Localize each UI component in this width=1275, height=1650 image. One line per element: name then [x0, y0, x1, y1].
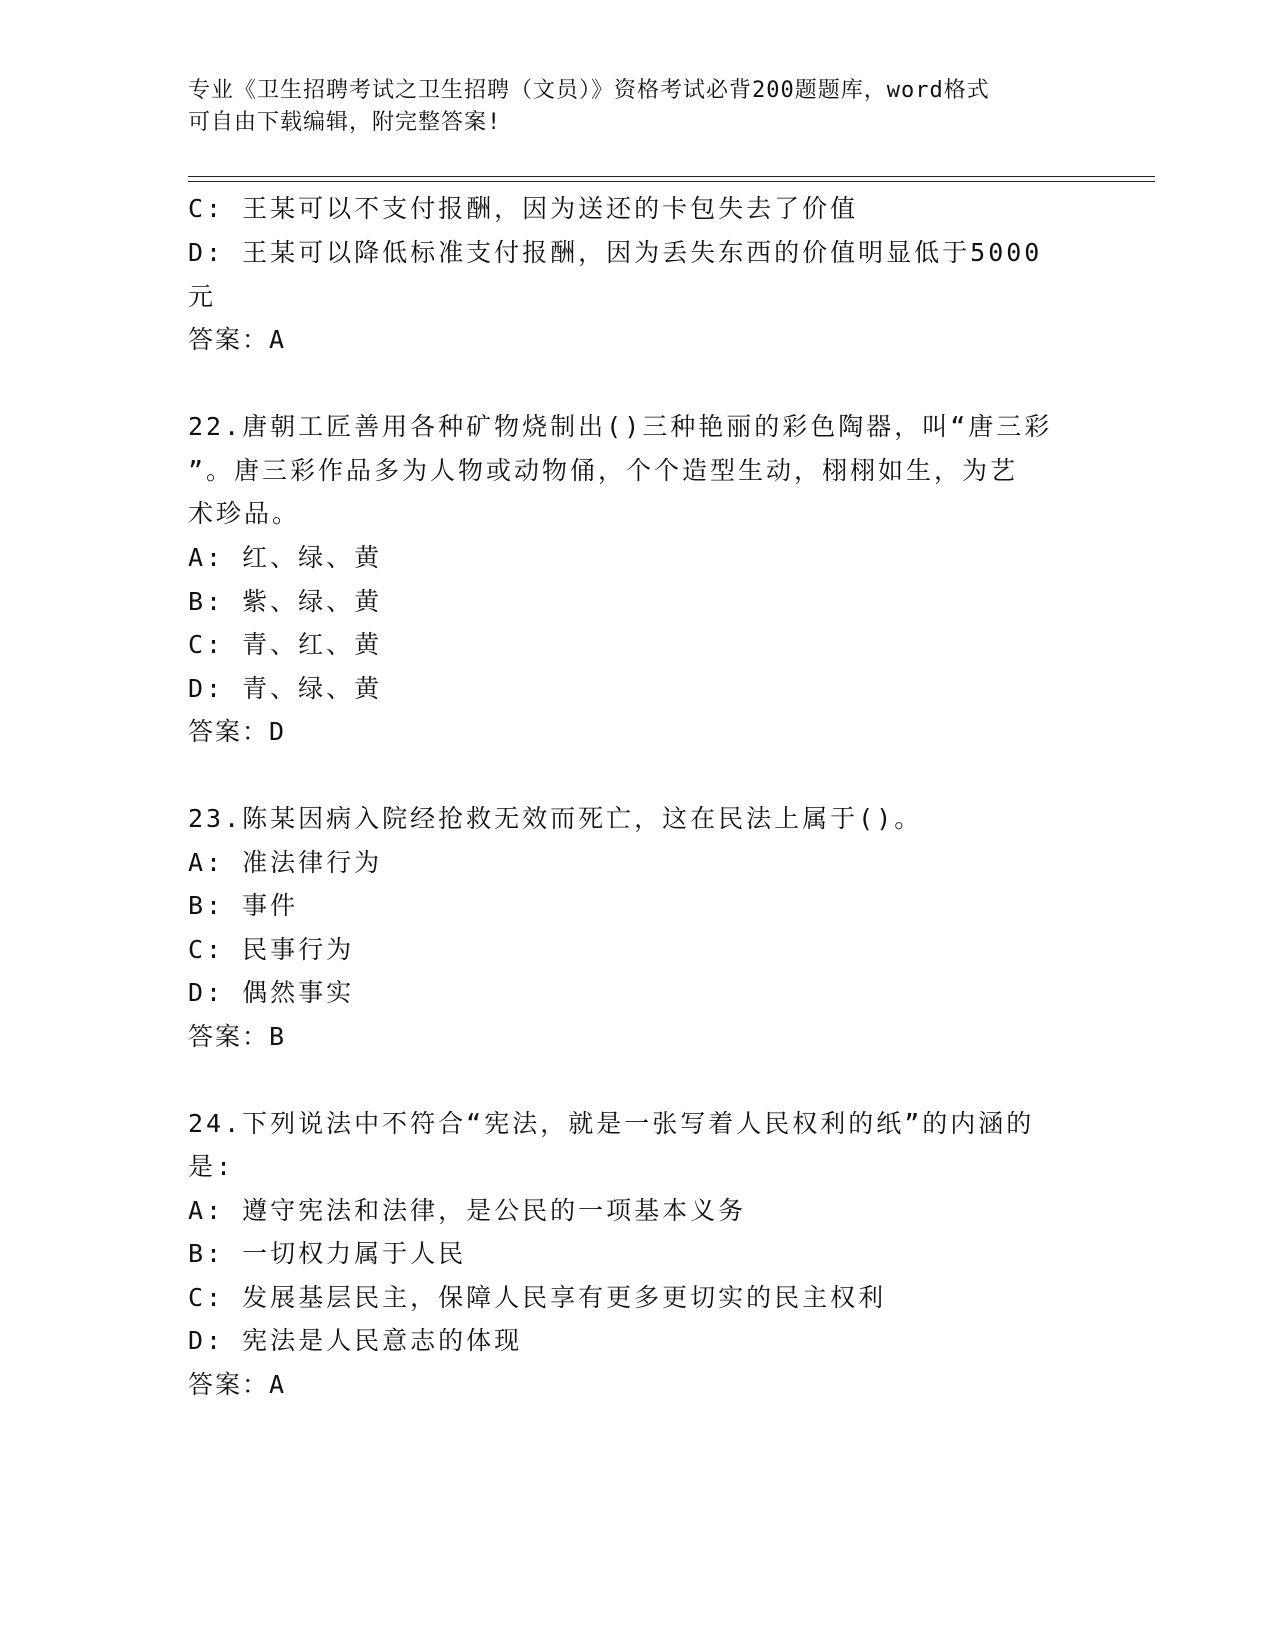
- q23-stem: 23.陈某因病入院经抢救无效而死亡，这在民法上属于()。: [188, 804, 923, 833]
- q22-stem-line2: ”。唐三彩作品多为人物或动物俑，个个造型生动，栩栩如生，为艺: [188, 456, 1019, 485]
- header-divider-bottom: [188, 181, 1155, 182]
- q23-option-c: C: 民事行为: [188, 935, 355, 964]
- q22-stem-line3: 术珍品。: [188, 499, 301, 528]
- q22-stem-line1: 22.唐朝工匠善用各种矿物烧制出()三种艳丽的彩色陶器，叫“唐三彩: [188, 412, 1053, 441]
- header-divider-top: [188, 176, 1155, 177]
- q23-answer: 答案：B: [188, 1022, 287, 1051]
- q21-option-c: C: 王某可以不支付报酬，因为送还的卡包失去了价值: [188, 194, 859, 223]
- q24-option-b: B: 一切权力属于人民: [188, 1239, 467, 1268]
- q21-answer: 答案：A: [188, 325, 287, 354]
- q22-answer: 答案：D: [188, 717, 287, 746]
- q24-option-c: C: 发展基层民主，保障人民享有更多更切实的民主权利: [188, 1283, 887, 1312]
- document-header: [188, 75, 1088, 139]
- q22-option-c: C: 青、红、黄: [188, 630, 383, 659]
- q21-option-d-line2: 元: [188, 282, 217, 311]
- q23-option-a: A: 准法律行为: [188, 848, 383, 877]
- q24-stem-line1: 24.下列说法中不符合“宪法，就是一张写着人民权利的纸”的内涵的: [188, 1109, 1035, 1138]
- q22-option-d: D: 青、绿、黄: [188, 674, 383, 703]
- q23-option-b: B: 事件: [188, 891, 299, 920]
- q24-option-d: D: 宪法是人民意志的体现: [188, 1326, 523, 1355]
- q22-option-b: B: 紫、绿、黄: [188, 587, 383, 616]
- q24-option-a: A: 遵守宪法和法律，是公民的一项基本义务: [188, 1196, 747, 1225]
- q23-option-d: D: 偶然事实: [188, 978, 355, 1007]
- q22-option-a: A: 红、绿、黄: [188, 543, 383, 572]
- q21-option-d-line1: D: 王某可以降低标准支付报酬，因为丢失东西的价值明显低于5000: [188, 238, 1043, 267]
- q24-answer: 答案：A: [188, 1370, 287, 1399]
- header-title-line1: 专业《卫生招聘考试之卫生招聘（文员）》资格考试必背200题题库，word格式: [188, 78, 990, 103]
- q24-stem-line2: 是:: [188, 1152, 235, 1181]
- header-title-line2: 可自由下载编辑，附完整答案!: [188, 110, 502, 135]
